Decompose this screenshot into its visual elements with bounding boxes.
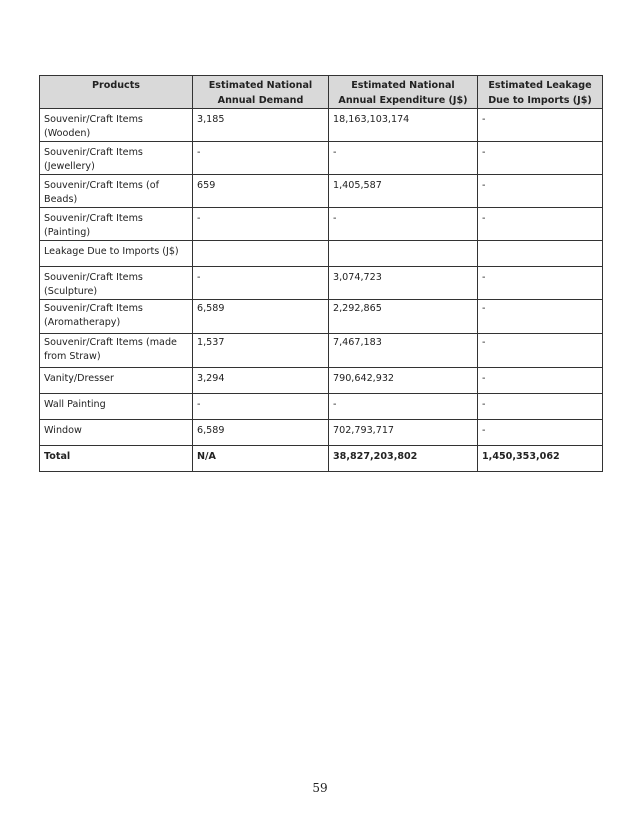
total-expenditure: 38,827,203,802 xyxy=(329,446,478,472)
cell-expenditure: 3,074,723 xyxy=(329,267,478,300)
cell-demand: - xyxy=(193,142,329,175)
cell-expenditure: 7,467,183 xyxy=(329,334,478,368)
page-number: 59 xyxy=(312,781,328,795)
cell-expenditure xyxy=(329,241,478,267)
cell-product: Souvenir/Craft Items (Painting) xyxy=(40,208,193,241)
header-products xyxy=(40,76,193,109)
table-row xyxy=(40,241,603,267)
cell-expenditure: 2,292,865 xyxy=(329,300,478,334)
cell-leakage: - xyxy=(478,300,603,334)
cell-demand: 3,294 xyxy=(193,368,329,394)
cell-expenditure: 1,405,587 xyxy=(329,175,478,208)
cell-demand: 1,537 xyxy=(193,334,329,368)
table-header xyxy=(40,76,603,109)
table-row xyxy=(40,394,603,420)
cell-product: Souvenir/Craft Items (Jewellery) xyxy=(40,142,193,175)
cell-expenditure: - xyxy=(329,208,478,241)
cell-leakage: - xyxy=(478,420,603,446)
cell-product: Souvenir/Craft Items (Aromatherapy) xyxy=(40,300,193,334)
cell-expenditure: 702,793,717 xyxy=(329,420,478,446)
table-row xyxy=(40,208,603,241)
cell-product: Souvenir/Craft Items (Wooden) xyxy=(40,109,193,142)
header-leakage-line1: Estimated Leakage xyxy=(488,80,592,91)
cell-demand: 6,589 xyxy=(193,420,329,446)
cell-leakage: - xyxy=(478,267,603,300)
total-row xyxy=(40,446,603,472)
cell-demand: - xyxy=(193,208,329,241)
cell-expenditure: 18,163,103,174 xyxy=(329,109,478,142)
cell-demand: - xyxy=(193,394,329,420)
total-label: Total xyxy=(40,446,193,472)
header-demand-line2: Annual Demand xyxy=(217,95,304,106)
cell-product: Souvenir/Craft Items (of Beads) xyxy=(40,175,193,208)
table-row xyxy=(40,109,603,142)
total-leakage: 1,450,353,062 xyxy=(478,446,603,472)
cell-leakage: - xyxy=(478,175,603,208)
cell-demand: 659 xyxy=(193,175,329,208)
header-leakage xyxy=(478,76,603,109)
header-annual-demand xyxy=(193,76,329,109)
cell-product: Vanity/Dresser xyxy=(40,368,193,394)
cell-demand xyxy=(193,241,329,267)
header-products-label: Products xyxy=(91,80,141,91)
header-annual-expenditure xyxy=(329,76,478,109)
cell-expenditure: - xyxy=(329,142,478,175)
cell-expenditure: 790,642,932 xyxy=(329,368,478,394)
cell-leakage: - xyxy=(478,334,603,368)
header-expenditure-line1: Estimated National xyxy=(351,80,455,91)
cell-leakage: - xyxy=(478,109,603,142)
cell-product: Souvenir/Craft Items (Sculpture) xyxy=(40,267,193,300)
table-body xyxy=(40,109,603,472)
cell-demand: - xyxy=(193,267,329,300)
cell-product: Souvenir/Craft Items (made from Straw) xyxy=(40,334,193,368)
cell-product: Wall Painting xyxy=(40,394,193,420)
cell-demand: 6,589 xyxy=(193,300,329,334)
table-row xyxy=(40,267,603,300)
header-expenditure-line2: Annual Expenditure (J$) xyxy=(338,95,468,106)
cell-product: Leakage Due to Imports (J$) xyxy=(40,241,193,267)
cell-leakage: - xyxy=(478,208,603,241)
cell-leakage: - xyxy=(478,394,603,420)
cell-leakage xyxy=(478,241,603,267)
table-row xyxy=(40,420,603,446)
table-row xyxy=(40,334,603,368)
table-row xyxy=(40,175,603,208)
header-leakage-line2: Due to Imports (J$) xyxy=(488,95,592,106)
cell-leakage: - xyxy=(478,142,603,175)
cell-expenditure: - xyxy=(329,394,478,420)
cell-demand: 3,185 xyxy=(193,109,329,142)
cell-product: Window xyxy=(40,420,193,446)
products-demand-table xyxy=(39,75,603,472)
cell-leakage: - xyxy=(478,368,603,394)
table-row xyxy=(40,368,603,394)
header-row xyxy=(40,76,603,109)
table-row xyxy=(40,142,603,175)
header-demand-line1: Estimated National xyxy=(208,80,313,91)
total-demand: N/A xyxy=(193,446,329,472)
table-row xyxy=(40,300,603,334)
